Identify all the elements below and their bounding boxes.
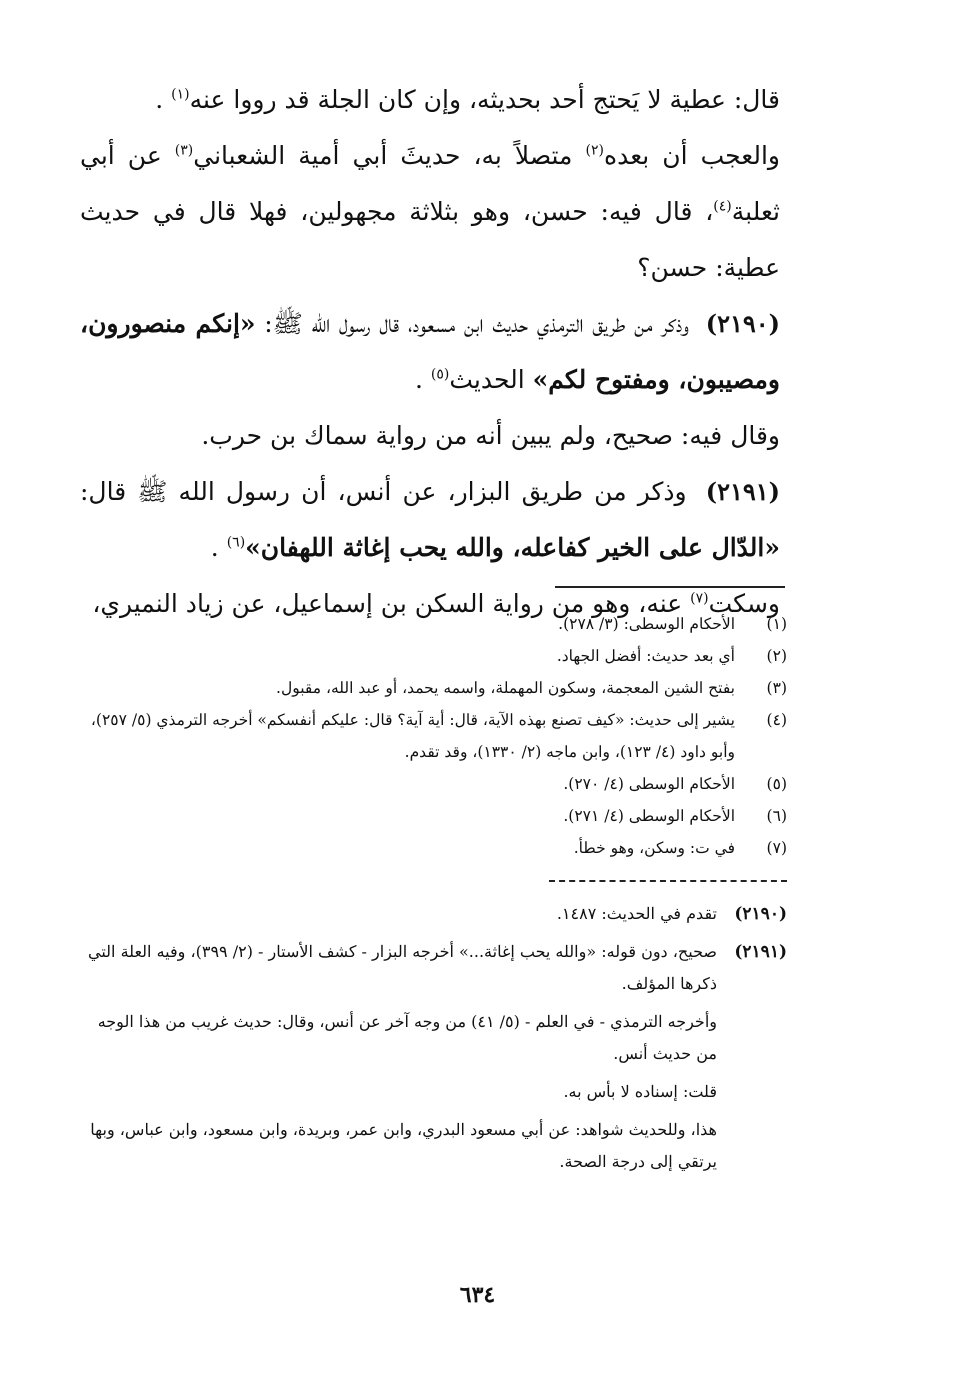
- takhrij-number: (٢١٩٠): [734, 904, 787, 924]
- footnote-ref-5[interactable]: (٥): [430, 366, 450, 383]
- footnote-item: [79, 800, 787, 832]
- takhrij-notes: [79, 898, 787, 1184]
- hadith-2190: [80, 296, 780, 408]
- takhrij-item-2190: [79, 898, 787, 936]
- text-span: ، قال فيه: حسن، وهو بثلاثة مجهولين، فهلا قال في حديث عطية: حسن؟: [80, 197, 780, 282]
- footnote-text: الأحكام الوسطى: (٣/ ٢٧٨).: [558, 615, 735, 633]
- footnote-text: في ت: وسكن، وهو خطأ.: [573, 839, 735, 857]
- text-span: عن أبي ثعلبة: [80, 141, 780, 226]
- footnote-number: (٥): [766, 775, 787, 793]
- footnote-item: [79, 832, 787, 864]
- text-span: وسكت: [708, 589, 780, 618]
- takhrij-text: تقدم في الحديث: ١٤٨٧.: [556, 904, 717, 923]
- main-text: [80, 72, 780, 632]
- takhrij-text: قلت: إسناده لا بأس به.: [563, 1082, 717, 1101]
- text-span: قال: عطية لا يَحتج أحد بحديثه، وإن كان الجلة قد رووا عنه: [189, 85, 780, 114]
- footnote-text: الأحكام الوسطى (٤/ ٢٧١).: [563, 807, 735, 825]
- text-span: .: [210, 533, 227, 562]
- footnotes-list: [79, 608, 787, 864]
- text-span: عنه، وهو من رواية السكن بن إسماعيل، عن زياد النميري،: [92, 589, 691, 618]
- footnote-number: (٧): [766, 839, 787, 857]
- text-span: متصلاً به، حديثَ أبي أمية الشعباني: [193, 141, 586, 170]
- footnote-ref-4[interactable]: (٤): [713, 198, 732, 215]
- hadith-quote: «إنكم منصورون، ومصيبون، ومفتوح لكم»: [80, 309, 780, 394]
- footnote-ref-6[interactable]: (٦): [226, 534, 246, 551]
- text-span: والعجب أن بعده: [603, 141, 780, 170]
- footnote-item: [79, 768, 787, 800]
- paragraph-5: [80, 408, 780, 464]
- takhrij-item-2191: [79, 936, 787, 1184]
- footnote-ref-1[interactable]: (١): [171, 86, 190, 103]
- footnote-text: الأحكام الوسطى (٤/ ٢٧٠).: [563, 775, 735, 793]
- text-span: .: [155, 85, 172, 114]
- takhrij-separator: [549, 880, 787, 882]
- paragraph-1: [80, 72, 780, 128]
- footnote-item: [79, 640, 787, 672]
- footnote-ref-2[interactable]: (٢): [585, 142, 604, 159]
- takhrij-body: [79, 898, 717, 936]
- text-span: وذكر من طريق الترمذي حديث ابن مسعود، قال رسول الله ﷺ:: [255, 309, 698, 338]
- footnote-ref-3[interactable]: (٣): [174, 142, 194, 159]
- hadith-2191: [80, 464, 780, 576]
- footnote-number: (٣): [766, 679, 787, 697]
- footnote-item: [79, 704, 787, 768]
- text-span: وقال فيه: صحيح، ولم يبين أنه من رواية سماك بن حرب.: [201, 421, 780, 450]
- footnote-number: (١): [766, 615, 787, 633]
- takhrij-text: وأخرجه الترمذي - في العلم - (٥/ ٤١) من وجه آخر عن أنس، وقال: حديث غريب من هذا الوجه من حديث أنس.: [97, 1012, 717, 1063]
- hadith-quote: «الدّال على الخير كفاعله، والله يحب إغاثة اللهفان»: [245, 533, 780, 562]
- footnote-text: أي بعد حديث: أفضل الجهاد.: [556, 647, 735, 665]
- takhrij-text: هذا، وللحديث شواهد: عن أبي مسعود البدري، وابن عمر، وبريدة، وابن مسعود، وابن عباس، وبها يرتقي إلى درجة الصحة.: [90, 1120, 717, 1171]
- footnote-ref-7[interactable]: (٧): [690, 590, 709, 607]
- takhrij-number: (٢١٩١): [734, 942, 787, 962]
- footnote-number: (٢): [766, 647, 787, 665]
- paragraph-2: [80, 128, 780, 296]
- hadith-number: (٢١٩١): [705, 477, 780, 506]
- footnote-item: [79, 608, 787, 640]
- footnote-separator: [555, 586, 785, 588]
- takhrij-text: صحيح، دون قوله: «والله يحب إغاثة...» أخرجه البزار - كشف الأستار - (٢/ ٣٩٩)، وفيه العلة التي ذكرها المؤلف.: [88, 942, 717, 993]
- footnote-number: (٤): [766, 711, 787, 729]
- footnote-text: بفتح الشين المعجمة، وسكون المهملة، واسمه يحمد، أو عبد الله، مقبول.: [276, 679, 735, 697]
- footnote-text: يشير إلى حديث: «كيف تصنع بهذه الآية، قال: أية آية؟ قال: عليكم أنفسكم» أخرجه الترمذي (٥/ ٢٥٧)، وأبو داود (٤/ ١٢٣)، وابن ماجه (٢/ ١٣٣٠)، وقد تقدم.: [90, 711, 735, 761]
- text-span: وذكر من طريق البزار، عن أنس، أن رسول الله ﷺ قال:: [80, 477, 698, 506]
- page-number: ٦٣٤: [459, 1282, 496, 1308]
- takhrij-body: [79, 936, 717, 1184]
- footnote-number: (٦): [766, 807, 787, 825]
- text-span: .: [414, 365, 431, 394]
- hadith-number: (٢١٩٠): [705, 309, 780, 338]
- footnote-item: [79, 672, 787, 704]
- text-span: الحديث: [449, 365, 533, 394]
